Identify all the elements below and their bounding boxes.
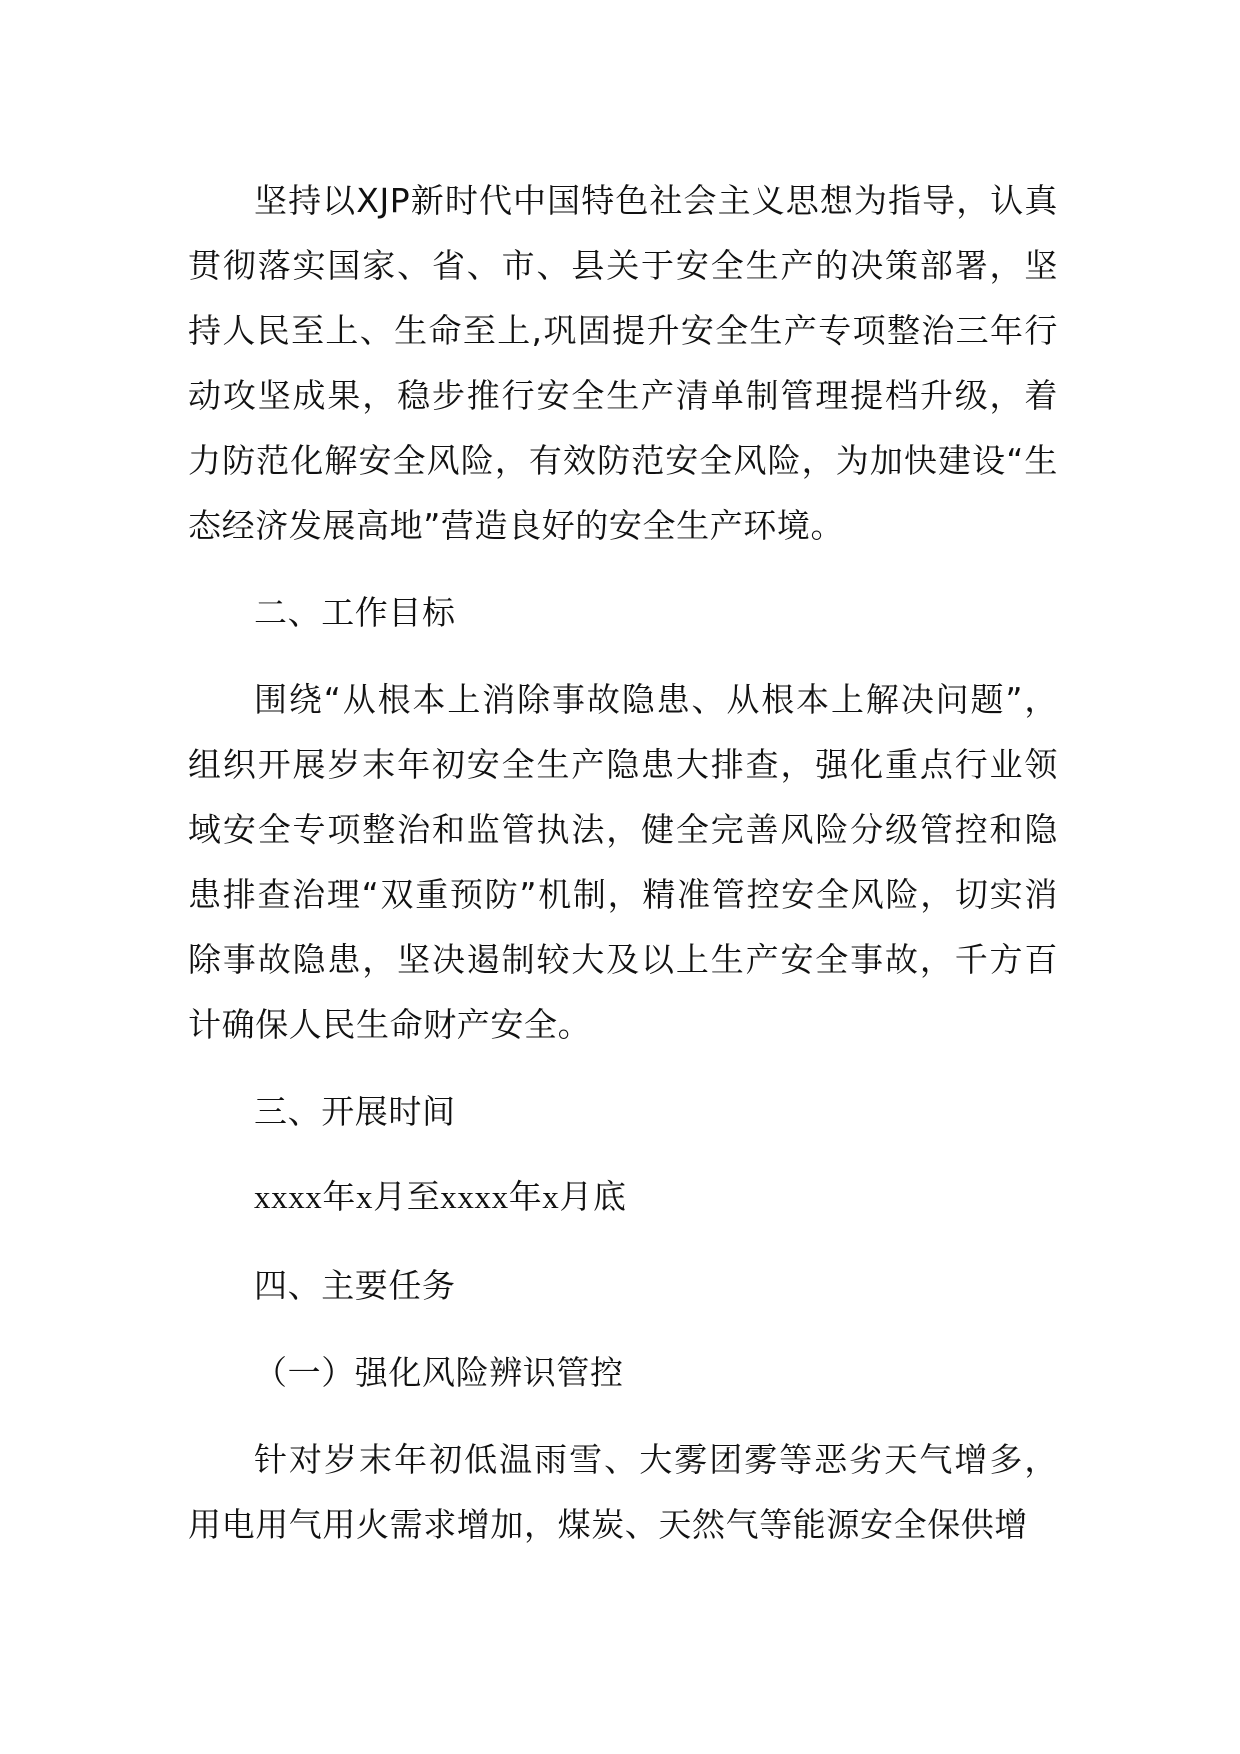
document-body: [188, 168, 1058, 1557]
section-heading-main-tasks: 四、主要任务: [254, 1266, 456, 1305]
section-heading-work-goals: 二、工作目标: [254, 593, 456, 632]
work-goals-paragraph: 围绕“从根本上消除事故隐患、从根本上解决问题”，组织开展岁末年初安全生产隐患大排查，强化重点行业领域安全专项整治和监管执法，健全完善风险分级管控和隐患排查治理“双重预防”机制，精准管控安全风险，切实消除事故隐患，坚决遏制较大及以上生产安全事故，千方百计确保人民生命财产安全。: [188, 680, 1058, 1044]
spacer: [188, 1144, 1058, 1166]
schedule-period: xxxx年x月至xxxx年x月底: [254, 1180, 627, 1216]
guiding-ideology-paragraph: 坚持以XJP新时代中国特色社会主义思想为指导，认真贯彻落实国家、省、市、县关于安全生产的决策部署，坚持人民至上、生命至上,巩固提升安全生产专项整治三年行动攻坚成果，稳步推行安全生产清单制管理提档升级，着力防范化解安全风险，有效防范安全风险，为加快建设“生态经济发展高地”营造良好的安全生产环境。: [188, 181, 1058, 545]
spacer: [188, 558, 1058, 580]
spacer: [188, 1057, 1058, 1079]
spacer: [188, 1405, 1058, 1427]
risk-control-paragraph: 针对岁末年初低温雨雪、大雾团雾等恶劣天气增多，用电用气用火需求增加，煤炭、天然气等能源安全保供增: [188, 1440, 1058, 1544]
section-heading-schedule: 三、开展时间: [254, 1092, 456, 1131]
spacer: [188, 1318, 1058, 1340]
subsection-heading-risk-control: （一）强化风险辨识管控: [254, 1353, 624, 1392]
spacer: [188, 645, 1058, 667]
spacer: [188, 1231, 1058, 1253]
